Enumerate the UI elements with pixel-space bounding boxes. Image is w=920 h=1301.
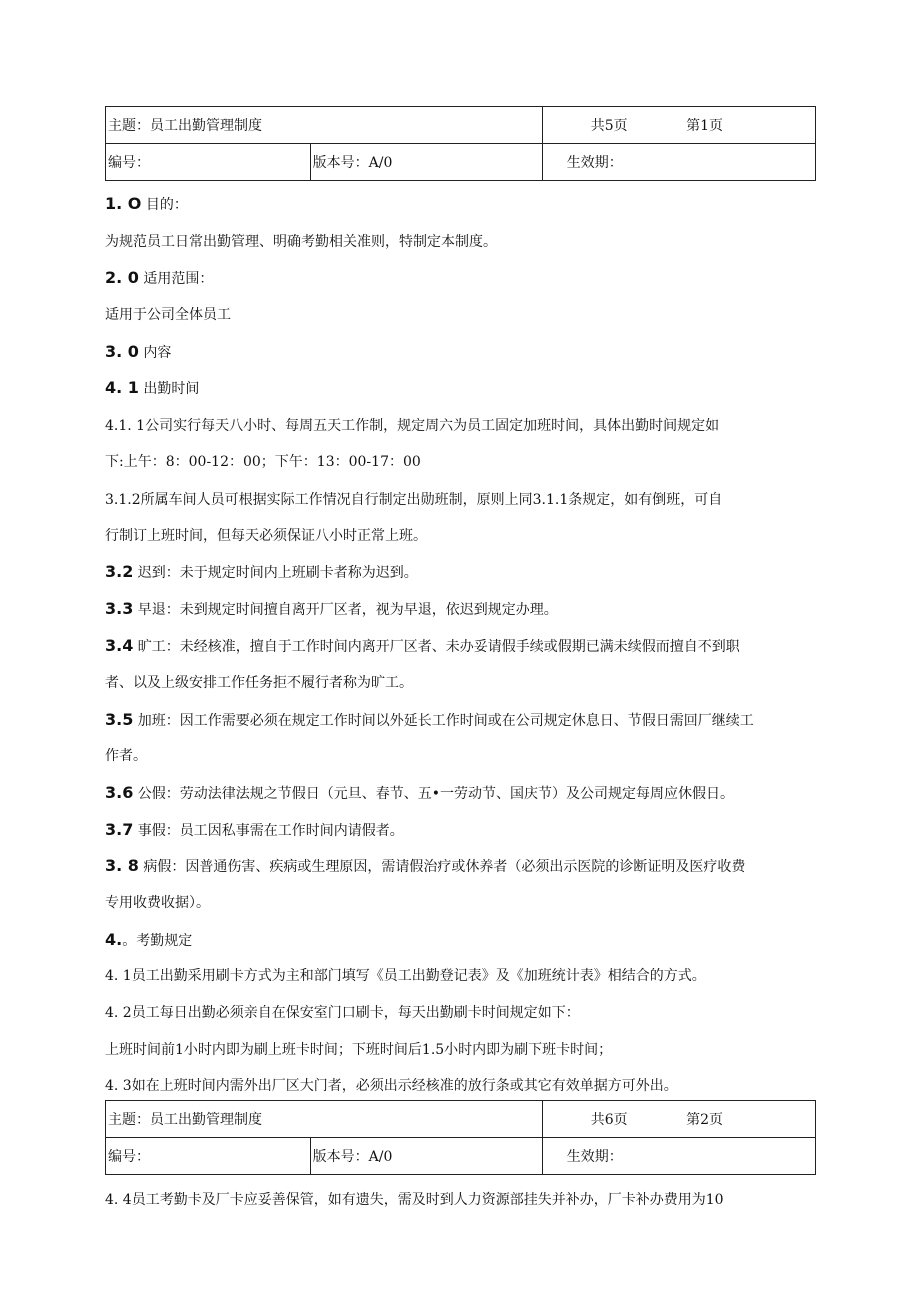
header-subject: 主题：员工出勤管理制度 [106,107,543,144]
paragraph: 为规范员工日常出勤管理、明确考勤相关准则，特制定本制度。 [105,234,497,250]
header-page-number: 第1页 [686,118,723,134]
header-effective-date: 生效期： [542,1138,815,1175]
paragraph: 下:上午：8：00-12：00；下午：13：00-17：00 [105,454,421,470]
clause-3-3: 3.3 早退：未到规定时间擅自离开厂区者，视为早退，依迟到规定办理。 [105,599,558,618]
paragraph: 行制订上班时间，但每天必须保证八小时正常上班。 [105,528,427,544]
header-total-pages: 共6页 [590,1112,628,1128]
section-4-1-heading: 4. 1 出勤时间 [105,378,200,397]
header-code: 编号： [106,144,311,181]
header-code: 编号： [106,1138,311,1175]
section-1-heading: 1. O 目的： [105,194,188,213]
paragraph: 4.1. 1公司实行每天八小时、每周五天工作制，规定周六为员工固定加班时间，具体出勤时间规定如 [105,418,720,434]
clause-3-7: 3.7 事假：员工因私事需在工作时间内请假者。 [105,820,404,839]
paragraph: 作者。 [105,748,147,764]
clause-3-5: 3.5 加班：因工作需要必须在规定工作时间以外延长工作时间或在公司规定休息日、节假日需回厂继续工 [105,710,754,729]
paragraph: 者、以及上级安排工作任务拒不履行者称为旷工。 [105,675,413,691]
paragraph: 4. 1员工出勤采用刷卡方式为主和部门填写《员工出勤登记表》及《加班统计表》相结合的方式。 [105,968,706,984]
paragraph: 4. 4员工考勤卡及厂卡应妥善保管，如有遗失，需及时到人力资源部挂失并补办，厂卡补办费用为10 [105,1192,724,1208]
paragraph: 上班时间前1小时内即为刷上班卡时间；下班时间后1.5小时内即为刷下班卡时间； [105,1042,613,1058]
header-version: 版本号：A/0 [310,1138,542,1175]
section-3-heading: 3. 0 内容 [105,342,172,361]
paragraph: 专用收费收据）。 [105,895,210,911]
paragraph: 4. 3如在上班时间内需外出厂区大门者，必须出示经核准的放行条或其它有效单据方可外出。 [105,1078,678,1094]
header-page-info [542,1101,815,1138]
clause-3-8: 3. 8 病假：因普通伤害、疾病或生理原因，需请假治疗或休养者（必须出示医院的诊断证明及医疗收费 [105,856,746,875]
clause-3-4: 3.4 旷工：未经核准，擅自于工作时间内离开厂区者、未办妥请假手续或假期已满未续假而擅自不到职 [105,636,740,655]
clause-3-6: 3.6 公假：劳动法律法规之节假日（元旦、春节、五•一劳动节、国庆节）及公司规定每周应休假日。 [105,783,735,802]
paragraph: 4. 2员工每日出勤必须亲自在保安室门口刷卡，每天出勤刷卡时间规定如下： [105,1005,580,1021]
header-version: 版本号：A/0 [310,144,542,181]
document-header-2 [105,1100,816,1175]
header-page-number: 第2页 [686,1112,723,1128]
header-subject: 主题：员工出勤管理制度 [106,1101,543,1138]
section-4-heading: 4.。考勤规定 [105,930,193,949]
header-total-pages: 共5页 [590,118,628,134]
section-2-heading: 2. 0 适用范围： [105,268,214,287]
clause-3-2: 3.2 迟到：未于规定时间内上班刷卡者称为迟到。 [105,562,418,581]
header-effective-date: 生效期： [542,144,815,181]
document-header-1 [105,106,816,181]
header-page-info [542,107,815,144]
paragraph: 适用于公司全体员工 [105,307,231,323]
paragraph: 3.1.2所属车间人员可根据实际工作情况自行制定出勋班制，原则上同3.1.1条规定，如有倒班，可自 [105,492,723,508]
